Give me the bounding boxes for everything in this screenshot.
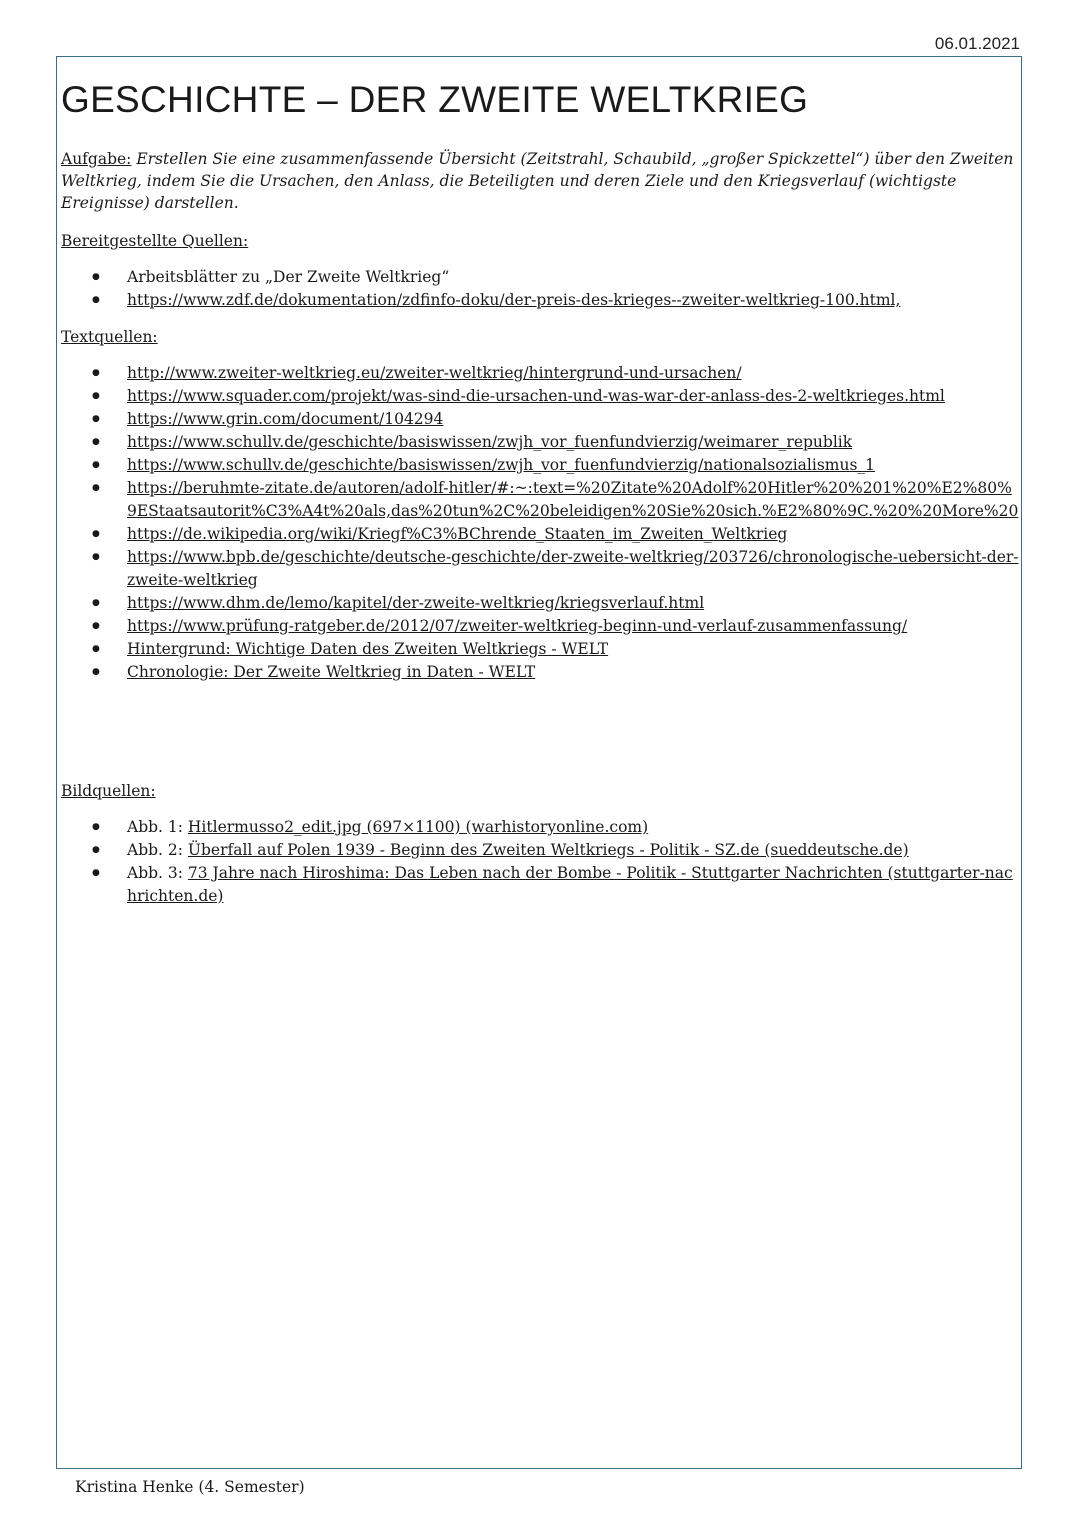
task-paragraph xyxy=(61,148,1021,214)
source-link[interactable]: Überfall auf Polen 1939 - Beginn des Zweiten Weltkriegs - Politik - SZ.de (sueddeutsche.de) xyxy=(187,841,909,859)
source-link[interactable]: ● https://www.squader.com/projekt/was-sind-die-ursachen-und-was-war-der-anlass-des-2-weltkrieges.html xyxy=(61,385,1021,408)
source-link[interactable]: Hitlermusso2_edit.jpg (697×1100) (warhistoryonline.com) xyxy=(187,818,649,836)
source-link[interactable]: ● https://de.wikipedia.org/wiki/Kriegf%C3%BChrende_Staaten_im_Zweiten_Weltkrieg xyxy=(61,523,1021,546)
page-title: GESCHICHTE – DER ZWEITE WELTKRIEG xyxy=(61,79,809,120)
image-sources-list xyxy=(61,816,1021,908)
image-sources-heading: Bildquellen: xyxy=(61,782,156,800)
figure-prefix: Abb. 2: xyxy=(127,841,188,859)
figure-prefix: Abb. 1: xyxy=(127,818,188,836)
figure-prefix: Abb. 3: xyxy=(127,864,188,882)
source-link[interactable]: ● https://www.dhm.de/lemo/kapitel/der-zweite-weltkrieg/kriegsverlauf.html xyxy=(61,592,1021,615)
source-link[interactable]: ● http://www.zweiter-weltkrieg.eu/zweiter-weltkrieg/hintergrund-und-ursachen/ xyxy=(61,362,1021,385)
task-text: Erstellen Sie eine zusammenfassende Übersicht (Zeitstrahl, Schaubild, „großer Spickzettel“) über den Zweiten Weltkrieg, indem Sie die Ursachen, den Anlass, die Beteiligten und deren Ziele und den Kriegsverlauf (wichtigste Ereignisse) darstellen. xyxy=(61,150,1014,212)
source-link[interactable]: ● https://www.grin.com/document/104294 xyxy=(61,408,1021,431)
source-link[interactable]: 73 Jahre nach Hiroshima: Das Leben nach der Bombe - Politik - Stuttgarter Nachrichten (stuttgarter-nachrichten.de) xyxy=(127,864,1013,905)
source-link[interactable]: ● Chronologie: Der Zweite Weltkrieg in Daten - WELT xyxy=(61,661,1021,684)
text-sources-list xyxy=(61,362,1021,684)
document-date: 06.01.2021 xyxy=(934,34,1020,53)
source-link[interactable]: ● https://www.bpb.de/geschichte/deutsche-geschichte/der-zweite-weltkrieg/203726/chronologische-uebersicht-der-zweite-weltkrieg xyxy=(61,546,1021,592)
spacer xyxy=(61,698,1021,780)
source-link[interactable]: ● Hintergrund: Wichtige Daten des Zweiten Weltkriegs - WELT xyxy=(61,638,1021,661)
source-link[interactable]: ● https://www.schullv.de/geschichte/basiswissen/zwjh_vor_fuenfundvierzig/nationalsozialismus_1 xyxy=(61,454,1021,477)
source-link[interactable]: ● https://www.zdf.de/dokumentation/zdfinfo-doku/der-preis-des-krieges--zweiter-weltkrieg-100.html, xyxy=(61,289,1021,312)
text-sources-heading: Textquellen: xyxy=(61,328,158,346)
list-item: ● Arbeitsblätter zu „Der Zweite Weltkrieg“ xyxy=(61,266,1021,289)
task-label: Aufgabe: xyxy=(61,150,132,168)
list-item xyxy=(61,839,1021,862)
document-body xyxy=(61,78,1021,922)
source-link[interactable]: ● https://beruhmte-zitate.de/autoren/adolf-hitler/#:~:text=%20Zitate%20Adolf%20Hitler%20%201%20%E2%80%9EStaatsautorit%C3%A4t%20als,das%20tun%2C%20beleidigen%20Sie%20sich.%E2%80%9C.%20%20More%20 xyxy=(61,477,1021,523)
source-link[interactable]: ● https://www.schullv.de/geschichte/basiswissen/zwjh_vor_fuenfundvierzig/weimarer_republik xyxy=(61,431,1021,454)
list-item xyxy=(61,816,1021,839)
source-link[interactable]: ● https://www.prüfung-ratgeber.de/2012/07/zweiter-weltkrieg-beginn-und-verlauf-zusammenfassung/ xyxy=(61,615,1021,638)
list-item xyxy=(61,862,1021,908)
footer-author: Kristina Henke (4. Semester) xyxy=(75,1478,305,1496)
provided-sources-list xyxy=(61,266,1021,312)
provided-sources-heading: Bereitgestellte Quellen: xyxy=(61,232,249,250)
